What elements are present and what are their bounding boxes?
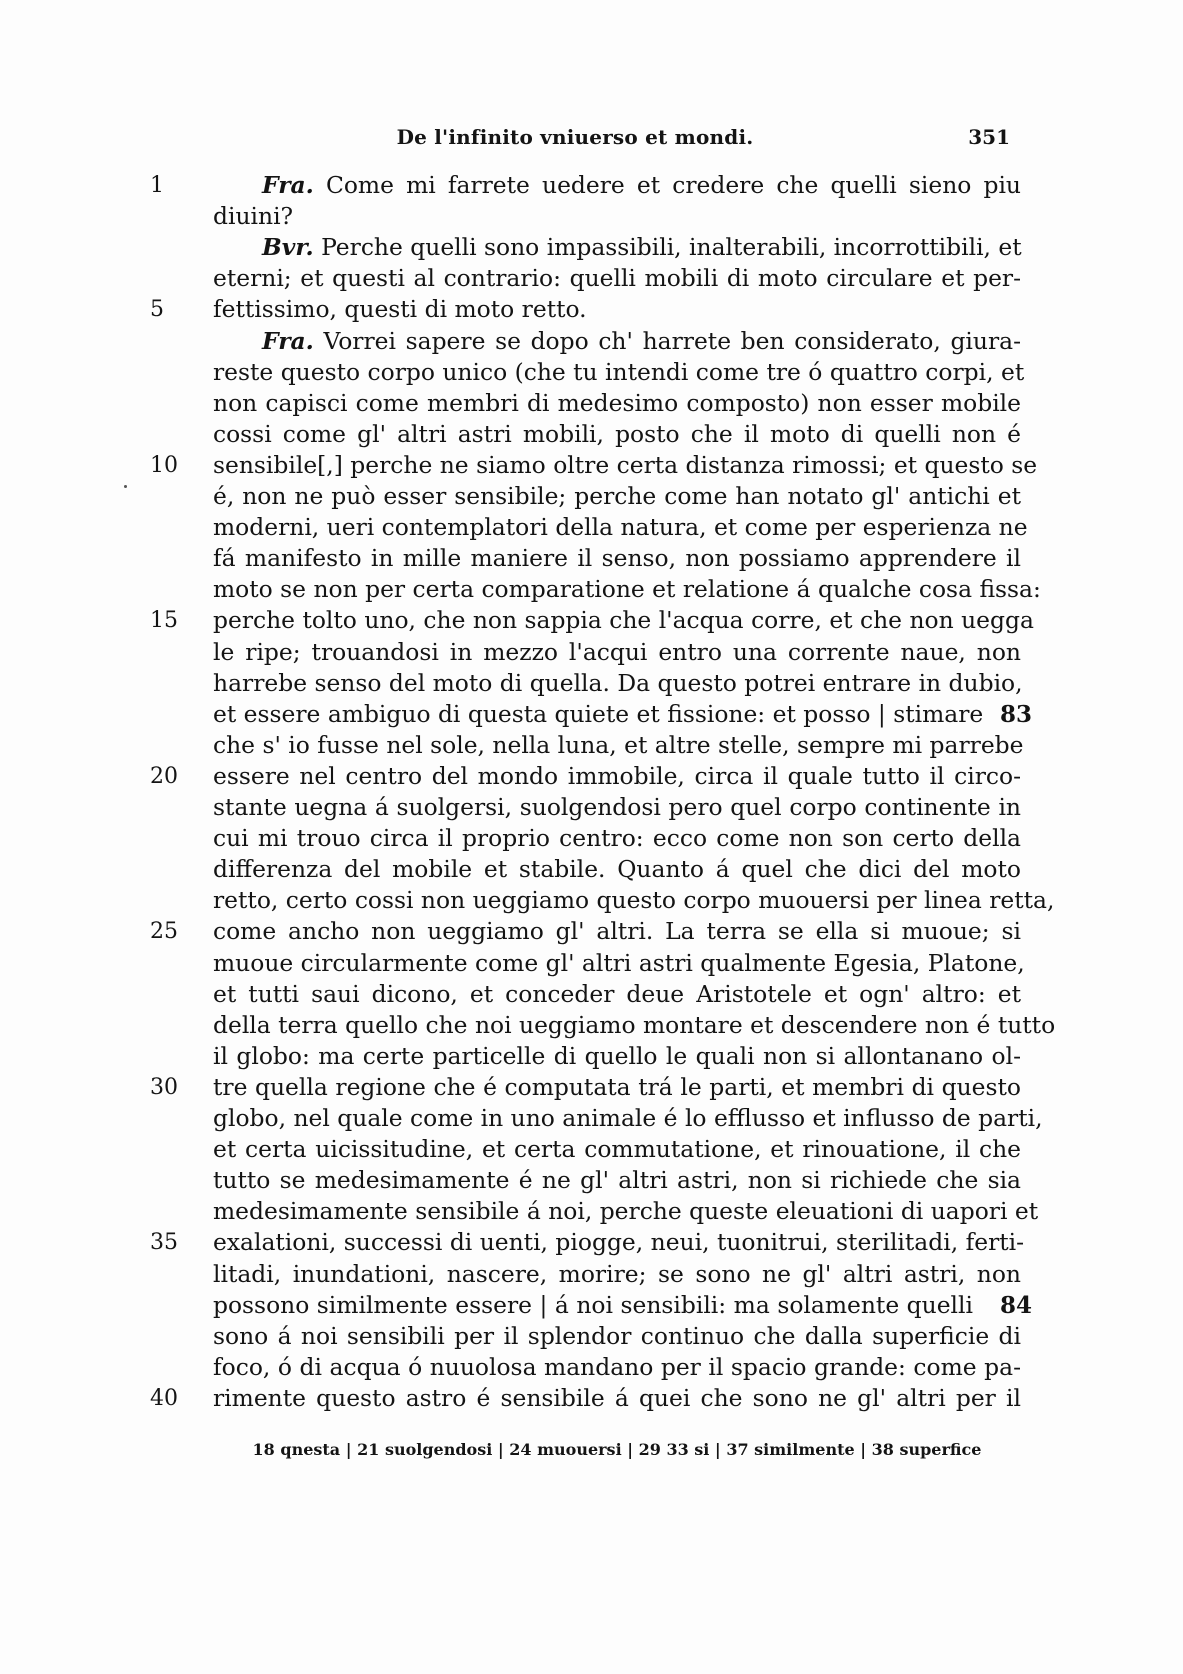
text-line (0, 979, 1183, 1010)
line-text (262, 232, 1021, 263)
line-text (213, 574, 1041, 605)
line-text (213, 388, 1021, 419)
line-text (213, 419, 1021, 450)
line-body: globo, nel quale come in uno animale é lo efflusso et influsso de parti, (213, 1104, 1043, 1132)
line-body: sono á noi sensibili per il splendor continuo che dalla superficie di (213, 1321, 1021, 1350)
speaker-label: Fra. (262, 326, 314, 355)
marginal-page-ref: 84 (1000, 1291, 1033, 1319)
line-body: é, non ne può esser sensibile; perche come han notato gl' antichi et (213, 482, 1021, 510)
line-text (213, 761, 1021, 792)
line-body: retto, certo cossi non ueggiamo questo corpo muouersi per linea retta, (213, 886, 1055, 915)
text-line (0, 170, 1183, 201)
line-text (213, 1352, 1021, 1383)
line-body: Perche quelli sono impassibili, inalterabili, incorrottibili, et (313, 233, 1022, 262)
text-line (0, 637, 1183, 668)
text-line (0, 668, 1183, 699)
line-body: perche tolto uno, che non sappia che l'acqua corre, et che non uegga (213, 606, 1034, 635)
line-body: et certa uicissitudine, et certa commutatione, et rinouatione, il che (213, 1135, 1021, 1164)
line-body: possono similmente essere | á noi sensibili: ma solamente quelli (213, 1290, 973, 1319)
text-line (0, 388, 1183, 419)
text-line (0, 730, 1183, 761)
text-line (0, 699, 1183, 730)
text-line (0, 1010, 1183, 1041)
line-text (262, 326, 1021, 357)
line-number: 35 (150, 1230, 178, 1256)
line-body: exalationi, successi di uenti, piogge, neui, tuonitrui, sterilitadi, ferti- (213, 1228, 1025, 1257)
line-body: non capisci come membri di medesimo composto) non esser mobile (213, 388, 1021, 417)
line-body: come ancho non ueggiamo gl' altri. La terra se ella si muoue; si (213, 917, 1021, 946)
line-text (213, 1290, 973, 1321)
line-body: le ripe; trouandosi in mezzo l'acqui entro una corrente naue, non (213, 637, 1021, 666)
line-text (213, 823, 1021, 854)
line-number: 15 (150, 608, 178, 634)
line-number: 10 (150, 452, 178, 478)
line-text (213, 637, 1021, 668)
text-line (0, 823, 1183, 854)
line-text (213, 1072, 1021, 1103)
text-line (0, 419, 1183, 450)
text-line (0, 1134, 1183, 1165)
text-line (0, 357, 1183, 388)
line-text (213, 1227, 1025, 1258)
line-number: 40 (150, 1385, 178, 1411)
line-body: che s' io fusse nel sole, nella luna, et altre stelle, sempre mi parrebe (213, 730, 1024, 759)
text-line (0, 1290, 1183, 1321)
textual-apparatus: 18 qnesta | 21 suolgendosi | 24 muouersi | 29 33 si | 37 similmente | 38 superfice (252, 1440, 982, 1459)
text-line (0, 481, 1183, 512)
text-line (0, 1072, 1183, 1103)
speaker-label: Bvr. (262, 233, 314, 262)
line-text (213, 543, 1021, 574)
line-number: 1 (150, 173, 164, 198)
line-text (213, 699, 984, 730)
line-body: essere nel centro del mondo immobile, circa il quale tutto il circo- (213, 761, 1021, 790)
line-body: moderni, ueri contemplatori della natura, et come per esperienza ne (213, 513, 1028, 542)
line-body: muoue circularmente come gl' altri astri qualmente Egesia, Platone, (213, 948, 1025, 977)
text-line (0, 294, 1183, 325)
text-line (0, 1352, 1183, 1383)
text-line (0, 885, 1183, 916)
text-line (0, 1227, 1183, 1258)
line-number: 20 (150, 763, 178, 789)
line-body: differenza del mobile et stabile. Quanto á quel che dici del moto (213, 855, 1021, 884)
line-body: reste questo corpo unico (che tu intendi come tre ó quattro corpi, et (213, 357, 1025, 386)
line-text (213, 854, 1021, 885)
line-body: fá manifesto in mille maniere il senso, non possiamo apprendere il (213, 544, 1021, 573)
line-body: tutto se medesimamente é ne gl' altri astri, non si richiede che sia (213, 1166, 1021, 1195)
line-body: et tutti saui dicono, et conceder deue Aristotele et ogn' altro: et (213, 979, 1021, 1008)
line-body: cui mi trouo circa il proprio centro: ecco come non son certo della (213, 824, 1021, 853)
line-body: moto se non per certa comparatione et relatione á qualche cosa fissa: (213, 575, 1041, 604)
line-text (213, 1321, 1021, 1352)
line-text (213, 1103, 1043, 1134)
line-text (213, 979, 1021, 1010)
line-text (213, 450, 1038, 481)
text-line (0, 512, 1183, 543)
line-body: tre quella regione che é computata trá le parti, et membri di questo (213, 1072, 1021, 1101)
page-header (140, 125, 1010, 155)
text-line (0, 916, 1183, 947)
text-line (0, 450, 1183, 481)
line-text (213, 885, 1055, 916)
line-body: rimente questo astro é sensibile á quei che sono ne gl' altri per il (213, 1383, 1021, 1412)
line-text (213, 605, 1034, 636)
line-body: il globo: ma certe particelle di quello le quali non si allontanano ol- (213, 1041, 1021, 1070)
text-line (0, 792, 1183, 823)
line-body: Vorrei sapere se dopo ch' harrete ben considerato, giura- (313, 326, 1021, 355)
text-line (0, 761, 1183, 792)
line-body: cossi come gl' altri astri mobili, posto che il moto di quelli non é (213, 419, 1021, 448)
line-body: Come mi farrete uedere et credere che quelli sieno piu (313, 171, 1021, 199)
line-text (213, 294, 1021, 325)
line-text (213, 948, 1025, 979)
line-body: stante uegna á suolgersi, suolgendosi pero quel corpo continente in (213, 793, 1021, 821)
text-line (0, 1383, 1183, 1414)
line-text (213, 357, 1025, 388)
line-text (213, 730, 1024, 761)
line-text (213, 1383, 1021, 1414)
line-number: 5 (150, 297, 164, 323)
line-text (213, 263, 1021, 294)
line-number: 30 (150, 1074, 178, 1100)
speaker-label: Fra. (262, 171, 314, 199)
line-text (262, 170, 1021, 201)
line-body: della terra quello che noi ueggiamo montare et descendere non é tutto (213, 1010, 1056, 1039)
line-text (213, 668, 1021, 699)
line-body: litadi, inundationi, nascere, morire; se sono ne gl' altri astri, non (213, 1259, 1021, 1288)
text-line (0, 574, 1183, 605)
text-line (0, 1321, 1183, 1352)
line-text (213, 792, 1021, 823)
text-line (0, 1196, 1183, 1227)
text-line (0, 201, 1183, 232)
line-text (213, 1259, 1021, 1290)
text-line (0, 1259, 1183, 1290)
text-line (0, 232, 1183, 263)
text-line (0, 948, 1183, 979)
marginal-page-ref: 83 (1000, 700, 1033, 728)
line-text (213, 201, 1021, 232)
line-text (213, 1196, 1039, 1227)
line-text (213, 1041, 1021, 1072)
running-title: De l'infinito vniuerso et mondi. (396, 125, 754, 149)
text-line (0, 1103, 1183, 1134)
line-text (213, 1010, 1056, 1041)
line-body: sensibile[,] perche ne siamo oltre certa distanza rimossi; et questo se (213, 450, 1038, 479)
line-body: eterni; et questi al contrario: quelli mobili di moto circulare et per- (213, 264, 1021, 293)
line-body: et essere ambiguo di questa quiete et fissione: et posso | stimare (213, 699, 984, 728)
text-line (0, 1041, 1183, 1072)
line-body: fettissimo, questi di moto retto. (213, 295, 587, 324)
text-line (0, 263, 1183, 294)
line-text (213, 1134, 1021, 1165)
line-body: harrebe senso del moto di quella. Da questo potrei entrare in dubio, (213, 668, 1023, 697)
line-text (213, 1165, 1021, 1196)
text-line (0, 854, 1183, 885)
line-text (213, 481, 1021, 512)
line-text (213, 916, 1021, 947)
text-line (0, 543, 1183, 574)
text-line (0, 1165, 1183, 1196)
text-line (0, 605, 1183, 636)
line-number: 25 (150, 919, 178, 945)
line-text (213, 512, 1028, 543)
line-body: foco, ó di acqua ó nuuolosa mandano per il spacio grande: come pa- (213, 1352, 1021, 1381)
page-number: 351 (968, 125, 1010, 149)
line-body: diuini? (213, 202, 294, 231)
text-line (0, 326, 1183, 357)
line-body: medesimamente sensibile á noi, perche queste eleuationi di uapori et (213, 1197, 1039, 1226)
